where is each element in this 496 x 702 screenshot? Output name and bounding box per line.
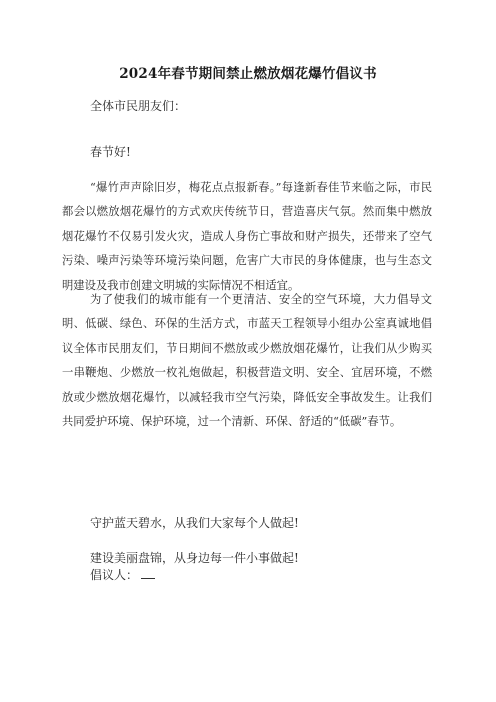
signer-line — [90, 567, 155, 583]
signature-blank — [141, 567, 155, 579]
greeting: 春节好! — [90, 145, 131, 159]
paragraph-1: “爆竹声声除旧岁，梅花点点报新春。”每逢新春佳节来临之际，市民都会以燃放烟花爆竹的方式欢庆传统节日，营造喜庆气氛。然而集中燃放烟花爆竹不仅易引发火灾，造成人身伤亡事故和财产损失，还带来了空气污染、噪声污染等环境污染问题，危害广大市民的身体健康，也与生态文明建设及我市创建文明城的实际情况不相适宜。 — [62, 181, 432, 292]
salutation: 全体市民朋友们： — [90, 99, 187, 113]
slogan-2: 建设美丽盘锦，从身边每一件小事做起! — [90, 551, 299, 565]
signer-label: 倡议人： — [90, 568, 139, 582]
slogan-1: 守护蓝天碧水，从我们大家每个人做起! — [90, 516, 299, 530]
paragraph-2: 为了使我们的城市能有一个更清洁、安全的空气环境，大力倡导文明、低碳、绿色、环保的生活方式，市蓝天工程领导小组办公室真诚地倡议全体市民朋友们，节日期间不燃放或少燃放烟花爆竹，让我们从少购买一串鞭炮、少燃放一枚礼炮做起，积极营造文明、安全、宜居环境，不燃放或少燃放烟花爆竹，以减轻我市空气污染，降低安全事故发生。让我们共同爱护环境、保护环境，过一个清新、环保、舒适的“低碳”春节。 — [62, 293, 432, 429]
document-title: 2024年春节期间禁止燃放烟花爆竹倡议书 — [119, 66, 377, 82]
